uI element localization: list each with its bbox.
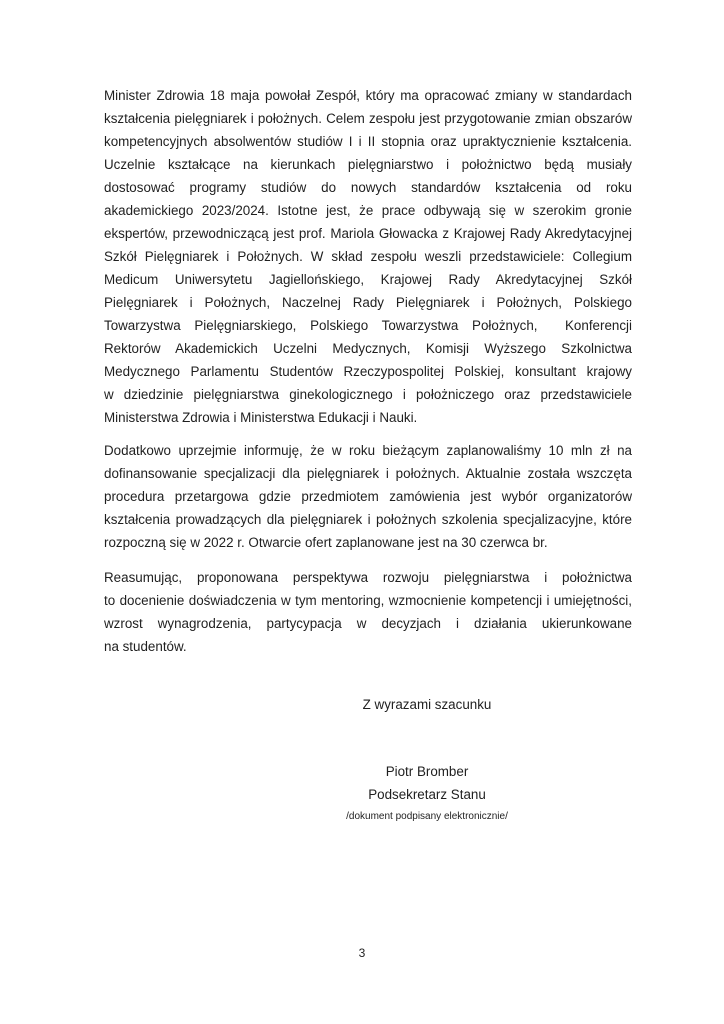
paragraph-line: Pielęgniarek i Położnych, Naczelnej Rady Pielęgniarek i Położnych, Polskiego [104,295,632,310]
paragraph-line: dostosować programy studiów do nowych standardów kształcenia od roku [104,180,632,195]
paragraph-line: rozpoczną się w 2022 r. Otwarcie ofert zaplanowane jest na 30 czerwca br. [104,535,548,550]
paragraph-line: akademickiego 2023/2024. Istotne jest, że prace odbywają się w szerokim gronie [104,203,632,218]
paragraph-line: Ministerstwa Zdrowia i Ministerstwa Edukacji i Nauki. [104,410,418,425]
signatory-name: Piotr Bromber [385,764,469,779]
paragraph-line: Uczelnie kształcące na kierunkach pielęgniarstwo i położnictwo będą musiały [104,157,632,172]
paragraph-line: Reasumując, proponowana perspektywa rozwoju pielęgniarstwa i położnictwa [104,570,632,585]
paragraph-line: Towarzystwa Pielęgniarskiego, Polskiego Towarzystwa Położnych, Konferencji [104,318,632,333]
closing-salutation: Z wyrazami szacunku [362,697,492,712]
body-paragraph-3 [104,566,632,658]
paragraph-line: wzrost wynagrodzenia, partycypacja w decyzjach i działania ukierunkowane [104,616,632,631]
signatory-title: Podsekretarz Stanu [368,787,486,802]
paragraph-line: w dziedzinie pielęgniarstwa ginekologicznego i położniczego oraz przedstawiciele [104,387,632,402]
paragraph-line: kompetencyjnych absolwentów studiów I i II stopnia oraz upraktycznienie kształcenia. [104,134,632,149]
paragraph-line: Szkół Pielęgniarek i Położnych. W skład zespołu weszli przedstawiciele: Collegium [104,249,632,264]
paragraph-line: Medicum Uniwersytetu Jagiellońskiego, Krajowej Rady Akredytacyjnej Szkół [104,272,632,287]
paragraph-line: dofinansowanie specjalizacji dla pielęgniarek i położnych. Aktualnie została wszczęta [104,466,632,481]
body-paragraph-2 [104,439,632,554]
paragraph-line: procedura przetargowa gdzie przedmiotem zamówienia jest wybór organizatorów [104,489,632,504]
paragraph-line: Medycznego Parlamentu Studentów Rzeczypospolitej Polskiej, konsultant krajowy [104,364,632,379]
electronic-signature-note: /dokument podpisany elektronicznie/ [346,811,508,822]
paragraph-line: na studentów. [104,639,187,654]
paragraph-line: Minister Zdrowia 18 maja powołał Zespół, który ma opracować zmiany w standardach [104,88,632,103]
paragraph-line: Rektorów Akademickich Uczelni Medycznych, Komisji Wyższego Szkolnictwa [104,341,632,356]
body-paragraph-1 [104,84,632,429]
page-number: 3 [358,946,366,960]
paragraph-line: kształcenia pielęgniarek i położnych. Celem zespołu jest przygotowanie zmian obszarów [104,111,632,126]
signature-block [222,693,632,825]
document-body [104,84,632,825]
paragraph-line: kształcenia prowadzących dla pielęgniarek i położnych szkolenia specjalizacyjne, które [104,512,632,527]
paragraph-line: to docenienie doświadczenia w tym mentoring, wzmocnienie kompetencji i umiejętności, [104,593,632,608]
paragraph-line: ekspertów, przewodniczącą jest prof. Mariola Głowacka z Krajowej Rady Akredytacyjnej [104,226,632,241]
paragraph-line: Dodatkowo uprzejmie informuję, że w roku bieżącym zaplanowaliśmy 10 mln zł na [104,443,632,458]
